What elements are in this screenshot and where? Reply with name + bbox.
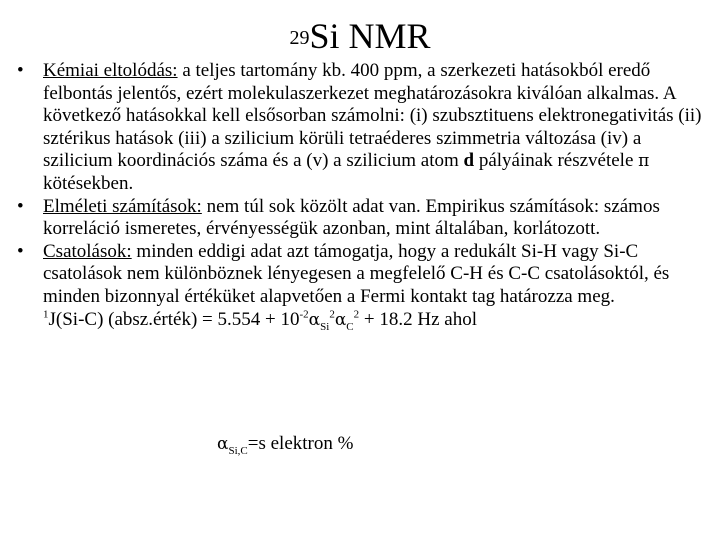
bullet-heading: Csatolások: xyxy=(43,240,132,262)
bullet-text: minden eddigi adat azt támogatja, hogy a redukált Si-H vagy Si-C csatolások nem különböznek lényegesen a megfelelő C-H és C-C csatolásoktól, és minden bizonnyal értéküket alapvetően a Fermi kontakt tag határozza meg. xyxy=(43,240,670,307)
alpha-definition-text: =s elektron % xyxy=(247,433,354,454)
coupling-formula xyxy=(0,309,720,332)
bullet-heading: Kémiai eltolódás: xyxy=(43,60,178,81)
bullet-text: nem túl sok közölt adat van. Empirikus számítások: számos korreláció ismeretes, érvényességük azonban, mint általában, korlátozott. xyxy=(43,195,660,240)
bullet-text-cont: pályáinak részvétele xyxy=(474,150,639,172)
bullet-list xyxy=(0,60,720,331)
alpha-symbol: α xyxy=(334,309,347,330)
formula-square-1: 2 xyxy=(329,308,335,321)
bullet-heading: Elméleti számítások: xyxy=(43,195,202,217)
formula-sub-c: C xyxy=(346,320,354,333)
bullet-item-theoretical xyxy=(0,196,720,241)
alpha-subscript: Si,C xyxy=(228,444,248,457)
bullet-marker: • xyxy=(17,195,24,217)
slide-title xyxy=(0,12,720,66)
bullet-item-couplings xyxy=(0,241,720,309)
formula-exponent: -2 xyxy=(299,308,309,321)
alpha-definition xyxy=(217,433,353,456)
d-orbital-label: d xyxy=(463,150,475,172)
bullet-item-chemical-shift xyxy=(0,60,720,196)
pi-symbol: π xyxy=(638,151,650,172)
title-text: Si NMR xyxy=(309,16,431,56)
formula-superscript-1: 1 xyxy=(43,308,49,321)
alpha-symbol: α xyxy=(308,309,321,330)
bullet-text: a teljes tartomány kb. 400 ppm, a szerkezeti hatásokból eredő felbontás jelentős, ezért molekulaszerkezet meghatározásokra kiválóan alkalmas. A következő hatásokkal kell elsősorban számolni: (i) szubsztituens elektronegativitás (ii) sztérikus hatások (iii) a szilicium körüli tetraéderes szimmetria változása (iv) a szilicium koordinációs száma és a (v) a szilicium atom xyxy=(43,60,702,172)
bullet-text-end: kötésekben. xyxy=(43,172,134,194)
bullet-marker: • xyxy=(17,240,24,262)
formula-part-2: + 18.2 Hz ahol xyxy=(359,308,477,330)
formula-part-1: J(Si-C) (absz.érték) = 5.554 + 10 xyxy=(48,308,300,330)
formula-sub-si: Si xyxy=(320,320,330,333)
isotope-mass-number: 29 xyxy=(289,27,310,49)
formula-square-2: 2 xyxy=(353,308,360,321)
bullet-marker: • xyxy=(17,60,24,81)
alpha-symbol: α xyxy=(217,434,229,454)
